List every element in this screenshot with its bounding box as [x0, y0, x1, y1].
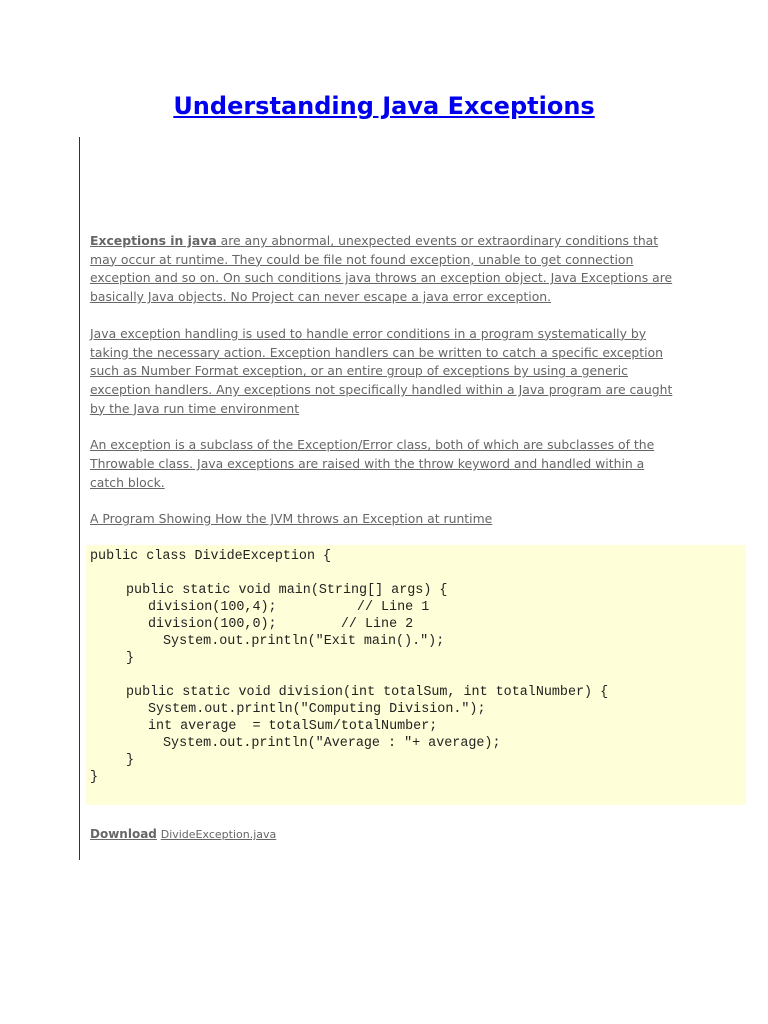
intro-lead-bold: Exceptions in java — [90, 233, 217, 248]
download-row — [90, 826, 276, 843]
download-label: Download — [90, 827, 157, 841]
code-line: public static void division(int totalSum, int totalNumber) { — [126, 685, 609, 700]
download-file-link[interactable]: DivideException.java — [160, 828, 277, 841]
code-line: System.out.println("Exit main()."); — [163, 634, 445, 649]
left-border-line — [79, 137, 80, 860]
handling-paragraph: Java exception handling is used to handle error conditions in a program systematically by taking the necessary action. Exception handlers can be written to catch a specific exception such as Number Format exception, or an entire group of exceptions by using a generic exception handlers. Any exceptions not specifically handled within a Java program are caught by the Java run time environment — [90, 325, 673, 416]
article-body — [90, 232, 680, 510]
code-line: public static void main(String[] args) { — [126, 583, 448, 598]
intro-lead-text: are any abnormal, unexpected events or extraordinary conditions that may occur at runtime. They could be file not found exception, unable to get connection exception and so on. On such conditions java throws an exception object. Java Exceptions are basically Java objects. No Project can never escape a java error exception. — [90, 233, 673, 305]
code-block — [86, 545, 746, 805]
program-heading: A Program Showing How the JVM throws an Exception at runtime — [90, 511, 493, 526]
code-line: System.out.println("Average : "+ average); — [163, 736, 501, 751]
code-line: int average = totalSum/totalNumber; — [148, 719, 438, 734]
code-line: } — [126, 651, 135, 666]
code-line: division(100,4); // Line 1 — [148, 600, 430, 615]
code-line: public class DivideException { — [90, 549, 332, 564]
intro-paragraph — [90, 232, 680, 307]
page-title[interactable]: Understanding Java Exceptions — [173, 92, 595, 120]
code-line: } — [126, 753, 135, 768]
subclass-paragraph: An exception is a subclass of the Exception/Error class, both of which are subclasses of the Throwable class. Java exceptions are raised with the throw keyword and handled within a catch block. — [90, 437, 655, 490]
code-line: System.out.println("Computing Division."); — [148, 702, 486, 717]
code-line: division(100,0); // Line 2 — [148, 617, 414, 632]
code-line: } — [90, 770, 99, 785]
